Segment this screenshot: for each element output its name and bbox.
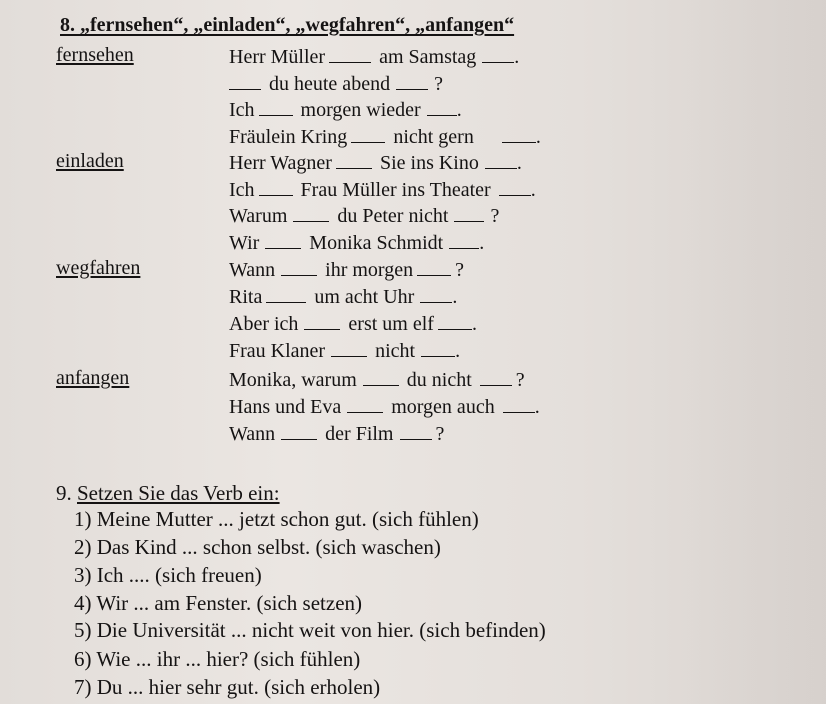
blank-verb[interactable] bbox=[259, 177, 293, 196]
blank-verb[interactable] bbox=[281, 421, 317, 440]
blank-verb[interactable] bbox=[347, 394, 383, 413]
sentence-middle: ihr morgen bbox=[325, 259, 414, 281]
blank-particle[interactable] bbox=[420, 284, 452, 303]
sentence-15 bbox=[229, 421, 444, 446]
sentence-middle: nicht bbox=[375, 340, 416, 362]
blank-verb[interactable] bbox=[266, 284, 306, 303]
blank-verb[interactable] bbox=[281, 257, 317, 276]
blank-particle[interactable] bbox=[400, 421, 432, 440]
sentence-end: . bbox=[514, 46, 520, 68]
sentence-subject: Hans und Eva bbox=[229, 396, 342, 418]
sentence-middle: Frau Müller ins Theater bbox=[300, 179, 491, 201]
exercise-9-item-3: 3) Ich .... (sich freuen) bbox=[74, 563, 262, 587]
sentence-end: . bbox=[534, 396, 540, 418]
blank-particle[interactable] bbox=[482, 44, 514, 63]
sentence-6 bbox=[229, 177, 536, 202]
sentence-end: . bbox=[535, 126, 541, 148]
page-edge-shading bbox=[686, 0, 826, 704]
exercise-9-item-7: 7) Du ... hier sehr gut. (sich erholen) bbox=[74, 675, 381, 699]
sentence-3 bbox=[229, 97, 462, 122]
blank-particle[interactable] bbox=[503, 394, 535, 413]
blank-verb[interactable] bbox=[331, 338, 367, 357]
blank-verb[interactable] bbox=[351, 124, 385, 143]
blank-verb[interactable] bbox=[336, 150, 372, 169]
exercise-9-item-6: 6) Wie ... ihr ... hier? (sich fühlen) bbox=[74, 647, 361, 671]
sentence-subject: Ich bbox=[229, 99, 255, 121]
blank-particle[interactable] bbox=[499, 177, 531, 196]
sentence-end: ? bbox=[490, 205, 500, 227]
sentence-12 bbox=[229, 338, 460, 363]
sentence-subject: Ich bbox=[229, 179, 255, 201]
sentence-middle: um acht Uhr bbox=[314, 286, 415, 308]
sentence-11 bbox=[229, 311, 477, 336]
verb-label-anfangen: anfangen bbox=[56, 367, 130, 389]
sentence-middle: Sie ins Kino bbox=[379, 152, 479, 174]
sentence-middle: am Samstag bbox=[379, 46, 477, 68]
blank-particle[interactable] bbox=[421, 338, 455, 357]
sentence-middle: erst um elf bbox=[348, 313, 434, 335]
sentence-subject: Frau Klaner bbox=[229, 340, 326, 362]
blank-verb[interactable] bbox=[363, 367, 399, 386]
sentence-14 bbox=[229, 394, 540, 419]
sentence-subject: Fräulein Kring bbox=[229, 126, 348, 148]
sentence-middle: du heute abend bbox=[269, 73, 391, 95]
sentence-middle: du Peter nicht bbox=[337, 205, 449, 227]
sentence-end: ? bbox=[435, 423, 445, 445]
sentence-end: . bbox=[516, 152, 522, 174]
sentence-middle: nicht gern bbox=[393, 126, 474, 148]
sentence-13 bbox=[229, 367, 525, 392]
sentence-end: ? bbox=[455, 259, 464, 281]
blank-verb[interactable] bbox=[259, 97, 293, 116]
exercise-9-instruction: Setzen Sie das Verb ein: bbox=[77, 481, 280, 505]
sentence-subject: Wann bbox=[229, 259, 276, 281]
blank-verb[interactable] bbox=[293, 203, 329, 222]
verb-label-fernsehen: fernsehen bbox=[56, 44, 134, 66]
blank-particle[interactable] bbox=[417, 257, 451, 276]
blank-particle[interactable] bbox=[502, 124, 536, 143]
sentence-subject: Aber ich bbox=[229, 313, 299, 335]
sentence-subject: Wann bbox=[229, 423, 276, 445]
sentence-middle: du nicht bbox=[406, 369, 472, 391]
sentence-subject: Monika, warum bbox=[229, 369, 357, 391]
exercise-9-number: 9. bbox=[56, 481, 72, 505]
sentence-2 bbox=[229, 71, 443, 96]
exercise-9-item-5: 5) Die Universität ... nicht weit von hier. (sich befinden) bbox=[74, 618, 546, 642]
sentence-subject: Wir bbox=[229, 232, 260, 254]
blank-particle[interactable] bbox=[454, 203, 484, 222]
sentence-9 bbox=[229, 257, 464, 282]
blank-particle[interactable] bbox=[396, 71, 428, 90]
exercise-9-item-4: 4) Wir ... am Fenster. (sich setzen) bbox=[74, 591, 363, 615]
sentence-middle: der Film bbox=[325, 423, 394, 445]
sentence-end: . bbox=[456, 99, 462, 121]
sentence-subject: Rita bbox=[229, 286, 263, 308]
blank-verb[interactable] bbox=[265, 230, 301, 249]
blank-particle[interactable] bbox=[427, 97, 457, 116]
sentence-end: . bbox=[530, 179, 536, 201]
sentence-middle: morgen auch bbox=[391, 396, 495, 418]
exercise-9-item-2: 2) Das Kind ... schon selbst. (sich waschen) bbox=[74, 535, 441, 559]
sentence-end: . bbox=[471, 313, 477, 335]
sentence-4 bbox=[229, 124, 541, 149]
blank-verb[interactable] bbox=[229, 71, 261, 90]
blank-particle[interactable] bbox=[480, 367, 512, 386]
sentence-1 bbox=[229, 44, 519, 69]
sentence-subject: Herr Müller bbox=[229, 46, 326, 68]
exercise-9-title bbox=[56, 481, 280, 506]
sentence-subject: Herr Wagner bbox=[229, 152, 332, 174]
sentence-middle: morgen wieder bbox=[300, 99, 421, 121]
blank-verb[interactable] bbox=[329, 44, 371, 63]
sentence-8 bbox=[229, 230, 484, 255]
blank-particle[interactable] bbox=[438, 311, 472, 330]
blank-verb[interactable] bbox=[304, 311, 340, 330]
exercise-8-title: 8. „fernsehen“, „einladen“, „wegfahren“, „anfangen“ bbox=[60, 14, 515, 36]
verb-label-einladen: einladen bbox=[56, 150, 124, 172]
exercise-9-item-1: 1) Meine Mutter ... jetzt schon gut. (sich fühlen) bbox=[74, 507, 479, 531]
sentence-end: . bbox=[455, 340, 461, 362]
sentence-end: . bbox=[452, 286, 458, 308]
blank-particle[interactable] bbox=[449, 230, 479, 249]
sentence-middle: Monika Schmidt bbox=[309, 232, 444, 254]
sentence-7 bbox=[229, 203, 499, 228]
sentence-10 bbox=[229, 284, 457, 309]
sentence-subject: Warum bbox=[229, 205, 288, 227]
sentence-end: . bbox=[479, 232, 485, 254]
sentence-end: ? bbox=[515, 369, 525, 391]
sentence-5 bbox=[229, 150, 522, 175]
sentence-end: ? bbox=[434, 73, 443, 95]
verb-label-wegfahren: wegfahren bbox=[56, 257, 141, 279]
blank-particle[interactable] bbox=[485, 150, 517, 169]
